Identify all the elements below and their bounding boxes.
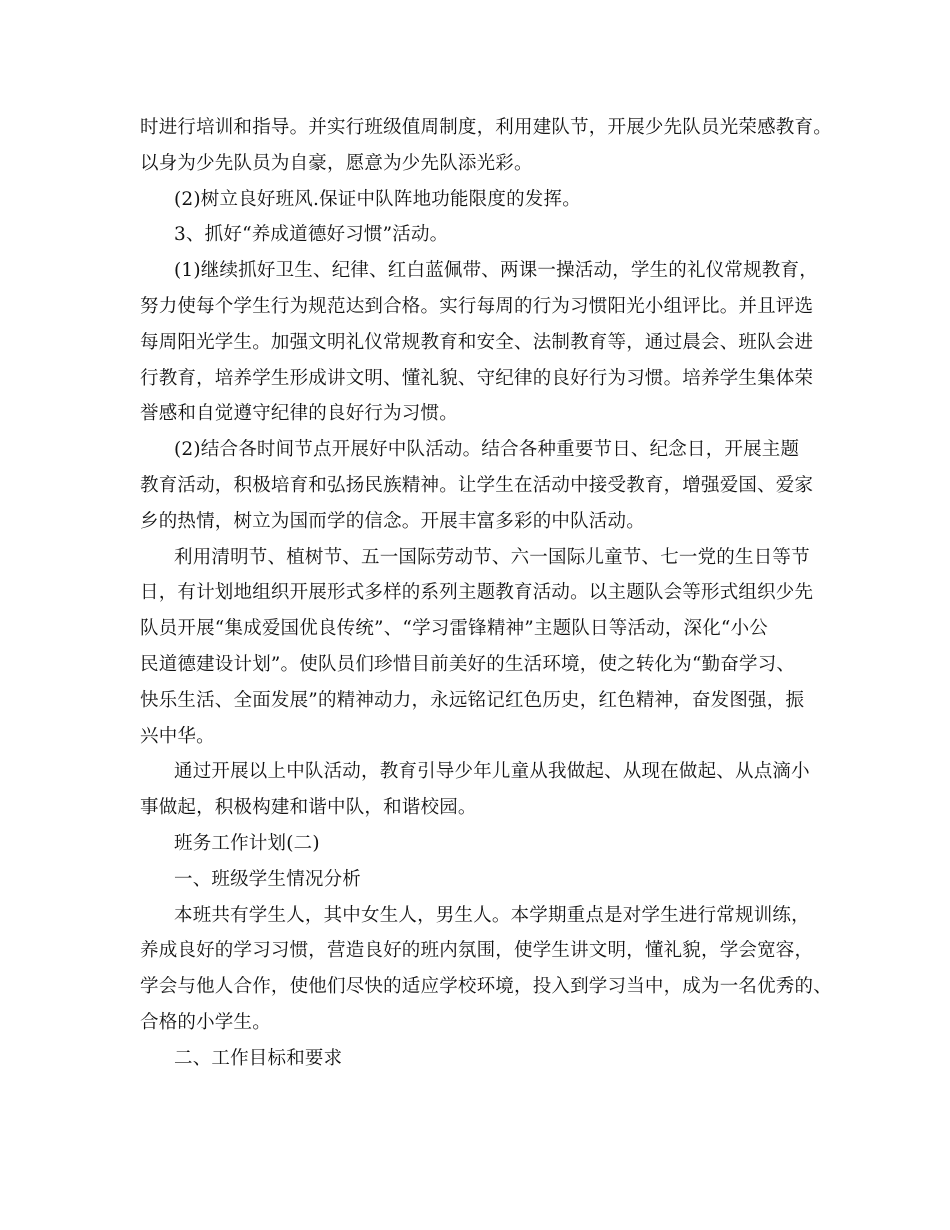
- text-line: (2)结合各时间节点开展好中队活动。结合各种重要节日、纪念日，开展主题: [174, 439, 800, 461]
- text-line: 二、工作目标和要求: [174, 1047, 343, 1069]
- text-line: (1)继续抓好卫生、纪律、红白蓝佩带、两课一操活动，学生的礼仪常规教育，: [174, 260, 818, 282]
- text-line: 学会与他人合作，使他们尽快的适应学校环境，投入到学习当中，成为一名优秀的、: [140, 976, 832, 998]
- text-line: 日，有计划地组织开展形式多样的系列主题教育活动。以主题队会等形式组织少先: [140, 582, 814, 604]
- text-line: 以身为少先队员为自豪，愿意为少先队添光彩。: [140, 152, 533, 174]
- text-line: 民道德建设计划”。使队员们珍惜目前美好的生活环境，使之转化为“勤奋学习、: [140, 653, 796, 675]
- text-line: 本班共有学生人，其中女生人，男生人。本学期重点是对学生进行常规训练，: [174, 904, 810, 926]
- text-line: 快乐生活、全面发展”的精神动力，永远铭记红色历史，红色精神，奋发图强，振: [140, 689, 805, 711]
- text-line: 利用清明节、植树节、五一国际劳动节、六一国际儿童节、七一党的生日等节: [174, 546, 810, 568]
- text-line: 一、班级学生情况分析: [174, 868, 362, 890]
- text-line: 养成良好的学习习惯，营造良好的班内氛围，使学生讲文明，懂礼貌，学会宽容，: [140, 940, 814, 962]
- text-line: 合格的小学生。: [140, 1011, 271, 1033]
- text-line: 通过开展以上中队活动，教育引导少年儿童从我做起、从现在做起、从点滴小: [174, 761, 810, 783]
- text-line: 时进行培训和指导。并实行班级值周制度，利用建队节，开展少先队员光荣感教育。: [140, 117, 832, 138]
- text-line: 行教育，培养学生形成讲文明、懂礼貌、守纪律的良好行为习惯。培养学生集体荣: [140, 367, 814, 389]
- text-line: 乡的热情，树立为国而学的信念。开展丰富多彩的中队活动。: [140, 510, 645, 532]
- text-line: 事做起，积极构建和谐中队，和谐校园。: [140, 797, 477, 819]
- document-body: [140, 110, 830, 1077]
- text-line: 兴中华。: [140, 725, 215, 747]
- text-line: 教育活动，积极培育和弘扬民族精神。让学生在活动中接受教育，增强爱国、爱家: [140, 474, 814, 496]
- text-line: (2)树立良好班风.保证中队阵地功能限度的发挥。: [174, 188, 581, 210]
- text-line: 誉感和自觉遵守纪律的良好行为习惯。: [140, 403, 458, 425]
- text-line: 班务工作计划(二): [174, 832, 320, 854]
- text-line: 努力使每个学生行为规范达到合格。实行每周的行为习惯阳光小组评比。并且评选: [140, 295, 814, 317]
- text-line: 队员开展“集成爱国优良传统”、“学习雷锋精神”主题队日等活动，深化“小公: [140, 618, 768, 640]
- text-line: 3、抓好“养成道德好习惯”活动。: [174, 224, 449, 246]
- text-line: 每周阳光学生。加强文明礼仪常规教育和安全、法制教育等，通过晨会、班队会进: [140, 331, 814, 353]
